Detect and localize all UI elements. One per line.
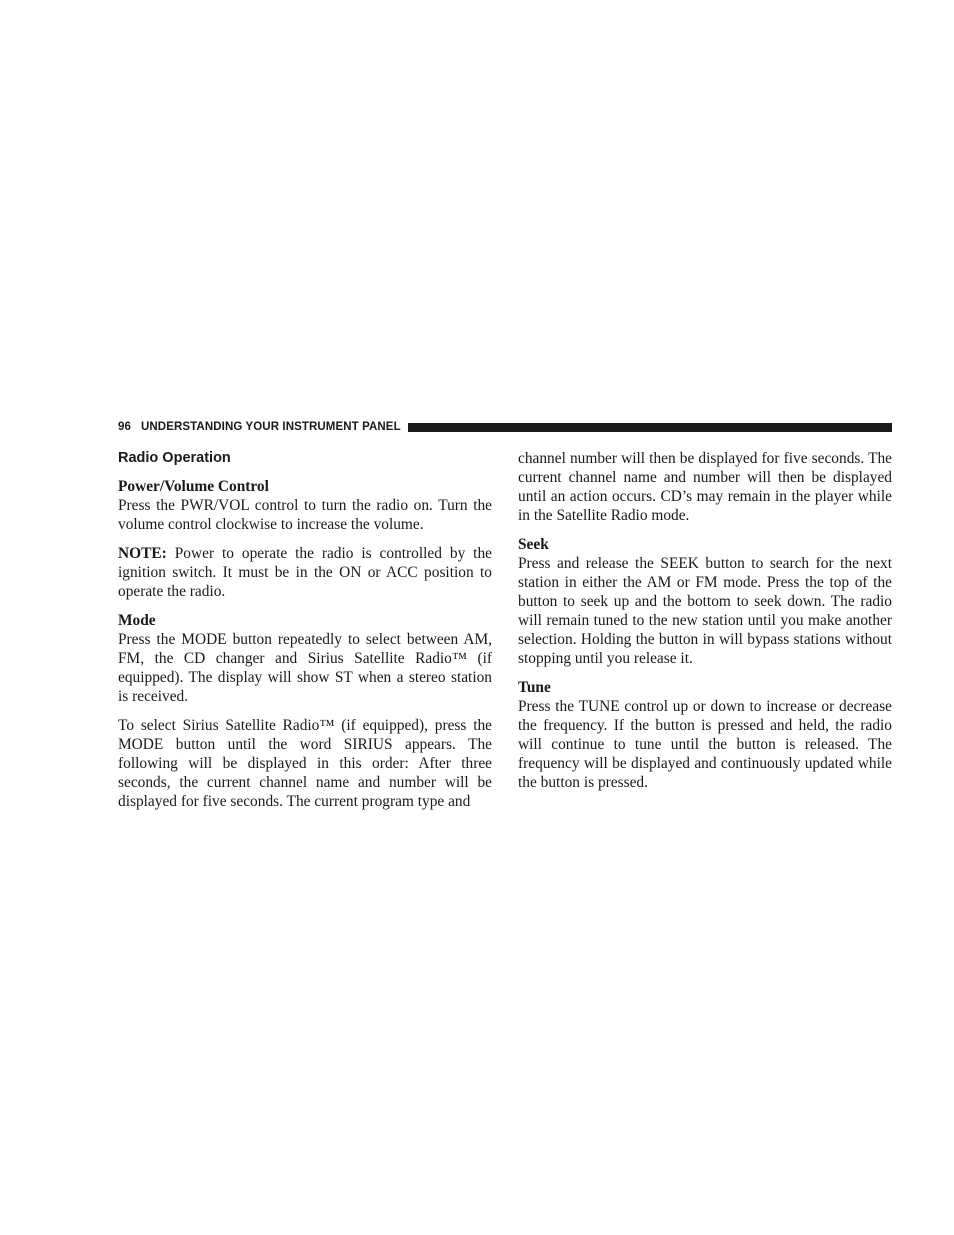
power-volume-heading: Power/Volume Control (118, 478, 269, 495)
seek-text: Press and release the SEEK button to search for the next station in either the AM or FM mode. Press the top of the button to seek up and the bottom to seek down. The radio will remain tuned to the new station until you make another selection. Holding the button in will bypass stations without stopping until you release it. (518, 555, 892, 667)
left-column (118, 448, 492, 821)
tune-text: Press the TUNE control up or down to increase or decrease the frequency. If the button is pressed and held, the radio will continue to tune until the button is released. The frequency will be displayed and continuously updated while the button is pressed. (518, 698, 892, 791)
header-rule (408, 423, 892, 432)
tune-heading: Tune (518, 679, 551, 696)
page-header (118, 419, 892, 435)
note-paragraph (118, 544, 492, 601)
mode-heading: Mode (118, 612, 156, 629)
note-text: Power to operate the radio is controlled by the ignition switch. It must be in the ON or ACC position to operate the radio. (118, 545, 492, 600)
section-title: Radio Operation (118, 450, 231, 466)
mode-text-satellite: To select Sirius Satellite Radio™ (if equipped), press the MODE button until the word SIRIUS appears. The following will be displayed in this order: After three seconds, the current channel name and number will be displayed for five seconds. The current program type and (118, 717, 492, 810)
page-number: 96 (118, 421, 131, 433)
note-label: NOTE: (118, 545, 167, 562)
seek-heading: Seek (518, 536, 549, 553)
mode-text: Press the MODE button repeatedly to select between AM, FM, the CD changer and Sirius Satellite Radio™ (if equipped). The display will show ST when a stereo station is received. (118, 631, 492, 705)
power-volume-text: Press the PWR/VOL control to turn the radio on. Turn the volume control clockwise to increase the volume. (118, 497, 492, 533)
chapter-title: UNDERSTANDING YOUR INSTRUMENT PANEL (141, 421, 401, 433)
right-column (518, 449, 892, 802)
mode-text-continued: channel number will then be displayed for five seconds. The current channel name and number will then be displayed until an action occurs. CD’s may remain in the player while in the Satellite Radio mode. (518, 450, 892, 524)
